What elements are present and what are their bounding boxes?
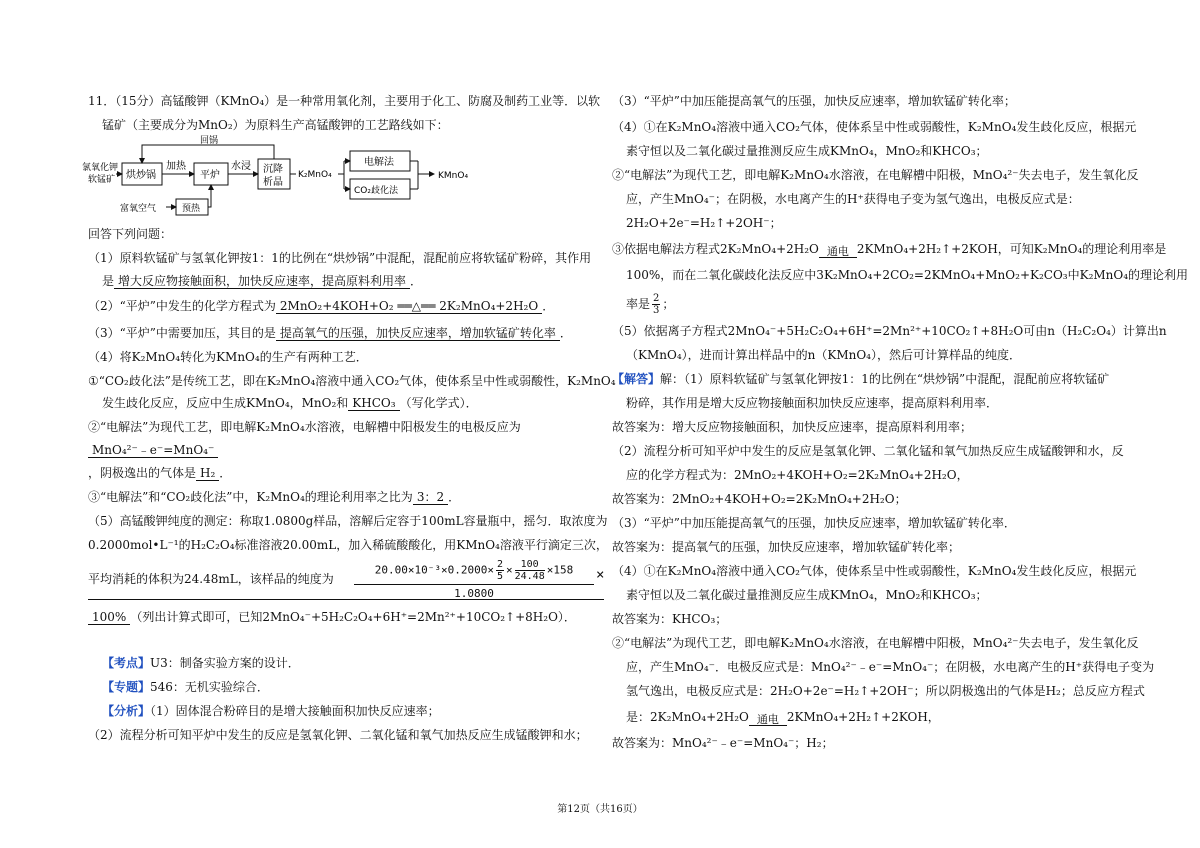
answer-intro: 回答下列问题： [88,227,173,241]
zhuanti-tag: 【专题】 [102,680,151,694]
q1-answer: 增大反应物接触面积，加快反应速率，提高原料利用率 [114,274,410,289]
page-footer: 第12页（共16页） [557,804,643,815]
flow-box2: 平炉 [200,170,220,181]
q4-2-line2 [88,442,218,458]
q4-1-answer: KHCO₃ [348,396,399,411]
r-line12: 【解答】解：（1）原料软锰矿与氢氧化钾按1：1的比例在“烘炒锅”中混配，混配前应将软锰矿 [612,372,1110,386]
purity-formula: 20.00×10⁻³×0.2000× $\frac{2}{5}$ × $\frac{100}{24.48}$ ×158 1.0800 [354,559,594,600]
q4-3-answer: 3：2 [413,490,448,505]
flow-box5: CO₂歧化法 [354,186,398,196]
r-line23: ②“电解法”为现代工艺，即电解K₂MnO₄水溶液，在电解槽中阳极，MnO₄²⁻失去电子，发生氧化反 [612,636,1139,650]
r-line11: （KMnO₄），进而计算出样品中的n（KMnO₄），然后可计算样品的纯度． [626,348,1021,362]
flow-box3b: 析晶 [263,177,283,188]
purity-denominator: 1.0800 [454,587,494,600]
q4-3-line: ③“电解法”和“CO₂歧化法”中，K₂MnO₄的理论利用率之比为 3：2 ． [88,490,461,504]
r-line14: 故答案为：增大反应物接触面积，加快反应速率，提高原料利用率； [612,420,973,434]
r-line3: 素守恒以及二氧化碳过量推测反应生成KMnO₄，MnO₂和KHCO₃； [626,144,988,158]
q2-line: （2）“平炉”中发生的化学方程式为 2MnO₂+4KOH+O₂ ══△══ 2K₂MnO₄+2H₂O ． [88,299,555,313]
r-line2: （4）①在K₂MnO₄溶液中通入CO₂气体，使体系呈中性或弱酸性，K₂MnO₄发生歧化反应，根据元 [612,120,1137,134]
question-intro-line1: 11．（15分）高锰酸钾（KMnO₄）是一种常用氧化剂，主要用于化工、防腐及制药工业等．以软 [88,94,601,108]
flow-box3a: 沉降 [263,164,283,175]
r-line24: 应，产生MnO₄⁻．电极反应式是：MnO₄²⁻﹣e⁻=MnO₄⁻；在阴极，水电离产生的H⁺获得电子变为 [626,660,1155,674]
q4-2-line1: ②“电解法”为现代工艺，即电解K₂MnO₄水溶液，电解槽中阳极发生的电极反应为 [88,420,521,434]
flow-recycle: 回锅 [200,136,219,146]
r-line18: （3）“平炉”中加压能提高氧气的压强，加快反应速率，增加软锰矿转化率． [612,516,1016,530]
flow-label-water: 水浸 [231,161,251,172]
r-line19: 故答案为：提高氧气的压强，加快反应速率，增加软锰矿转化率； [612,540,961,554]
r-line27: 故答案为：MnO₄²⁻﹣e⁻=MnO₄⁻；H₂； [612,736,834,750]
electrolysis-condition: 通电 [826,245,849,258]
q4-1-line1: ①“CO₂歧化法”是传统工艺，即在K₂MnO₄溶液中通入CO₂气体，使体系呈中性或弱酸性，K₂MnO₄ [88,374,616,388]
r-line26: 是：2K₂MnO₄+2H₂O 通电 2KMnO₄+2H₂↑+2KOH， [626,710,940,726]
formula-underline [88,599,604,600]
flow-box4: 电解法 [364,157,394,168]
r-line25: 氢气逸出，电极反应式是：2H₂O+2e⁻=H₂↑+2OH⁻；所以阴极逸出的气体是H₂；总反应方程式 [626,684,1145,698]
q4-1-line2: 发生歧化反应，反应中生成KMnO₄，MnO₂和 KHCO₃ （写化学式）． [102,396,478,410]
r-line22: 故答案为：KHCO₃； [612,612,728,626]
r-line21: 素守恒以及二氧化碳过量推测反应生成KMnO₄，MnO₂和KHCO₃； [626,588,988,602]
q5-line1: （5）高锰酸钾纯度的测定：称取1.0800g样品，溶解后定容于100mL容量瓶中，摇匀．取浓度为 [88,514,608,528]
q1-line2: 是 增大反应物接触面积，加快反应速率，提高原料利用率 ． [102,274,423,288]
r-line4: ②“电解法”为现代工艺，即电解K₂MnO₄水溶液，在电解槽中阳极，MnO₄²⁻失去电子，发生氧化反 [612,168,1139,182]
q5-line3: 平均消耗的体积为24.48mL，该样品的纯度为 [88,572,334,586]
flow-label-heat: 加热 [166,161,186,172]
flow-product-mid: K₂MnO₄ [298,170,332,180]
r-line9: 率是 $\frac{2}{3}$ ； [626,293,675,316]
q4-line: （4）将K₂MnO₄转化为KMnO₄的生产有两种工艺． [88,350,368,364]
flow-product-end: KMnO₄ [438,171,469,181]
flow-air: 富氧空气 [120,204,157,214]
r-line16: 应的化学方程式为：2MnO₂+4KOH+O₂=2K₂MnO₄+2H₂O， [626,468,969,482]
fenxi-line2: （2）流程分析可知平炉中发生的反应是氢氧化钾、二氧化锰和氧气加热反应生成锰酸钾和水； [88,728,588,742]
kaodian-line: 【考点】U3：制备实验方案的设计． [102,656,300,670]
purity-times: × [596,567,605,583]
q5-line4: 100% （列出计算式即可，已知2MnO₄⁻+5H₂C₂O₄+6H⁺=2Mn²⁺+10CO₂↑+8H₂O）． [88,609,576,625]
q1-line1: （1）原料软锰矿与氢氧化钾按1：1的比例在“烘炒锅”中混配，混配前应将软锰矿粉碎，其作用 [88,251,592,265]
jieda-tag: 【解答】 [612,372,661,386]
flow-box6: 预热 [182,204,201,214]
fenxi-line: 【分析】（1）固体混合粉碎目的是增大接触面积加快反应速率； [102,704,440,718]
q3-answer: 提高氧气的压强，加快反应速率，增加软锰矿转化率 [276,326,560,341]
r-line15: （2）流程分析可知平炉中发生的反应是氢氧化钾、二氧化锰和氧气加热反应生成锰酸钾和水，反 [612,444,1124,458]
r-line1: （3）“平炉”中加压能提高氧气的压强，加快反应速率，增加软锰矿转化率； [612,94,1016,108]
electrolysis-condition-2: 通电 [756,713,779,726]
q5-line2: 0.2000mol•L⁻¹的H₂C₂O₄标准溶液20.00mL，加入稀硫酸酸化，用KMnO₄溶液平行滴定三次， [88,538,608,552]
q5-answer: 100% [88,610,130,625]
q4-2-gas-answer: H₂ [196,466,219,481]
r-line5: 应，产生MnO₄⁻；在阴极，水电离产生的H⁺获得电子变为氢气逸出，电极反应式是： [626,192,1080,206]
r-line17: 故答案为：2MnO₂+4KOH+O₂=2K₂MnO₄+2H₂O； [612,492,907,506]
q4-2-line3: ，阴极逸出的气体是 H₂ ． [88,466,232,480]
flow-box1: 烘炒锅 [126,170,156,181]
flow-feed2: 软锰矿 [88,175,116,185]
kaodian-tag: 【考点】 [102,656,151,670]
zhuanti-line: 【专题】546：无机实验综合． [102,680,269,694]
q4-2-answer: MnO₄²⁻﹣e⁻=MnO₄⁻ [88,443,218,458]
r-line8: 100%，而在二氧化碳歧化法反应中3K₂MnO₄+2CO₂=2KMnO₄+MnO₂+K₂CO₃中K₂MnO₄的理论利用 [626,268,1189,282]
r-line6: 2H₂O+2e⁻=H₂↑+2OH⁻； [626,216,782,230]
q3-line: （3）“平炉”中需要加压，其目的是 提高氧气的压强，加快反应速率，增加软锰矿转化率 ． [88,326,572,340]
r-line20: （4）①在K₂MnO₄溶液中通入CO₂气体，使体系呈中性或弱酸性，K₂MnO₄发生歧化反应，根据元 [612,564,1137,578]
process-flow-diagram [82,136,508,219]
r-line10: （5）依据离子方程式2MnO₄⁻+5H₂C₂O₄+6H⁺=2Mn²⁺+10CO₂↑+8H₂O可由n（H₂C₂O₄）计算出n [612,324,1167,338]
r-line13: 粉碎，其作用是增大反应物接触面积加快反应速率，提高原料利用率． [626,396,999,410]
flow-feed1: 氯氧化钾 [82,163,119,173]
question-intro-line2: 锰矿（主要成分为MnO₂）为原料生产高锰酸钾的工艺路线如下： [102,118,449,132]
fenxi-tag: 【分析】 [102,704,151,718]
q2-answer: 2MnO₂+4KOH+O₂ ══△══ 2K₂MnO₄+2H₂O [276,299,542,314]
r-line7: ③依据电解法方程式2K₂MnO₄+2H₂O 通电 2KMnO₄+2H₂↑+2KOH，可知K₂MnO₄的理论利用率是 [612,242,1167,258]
